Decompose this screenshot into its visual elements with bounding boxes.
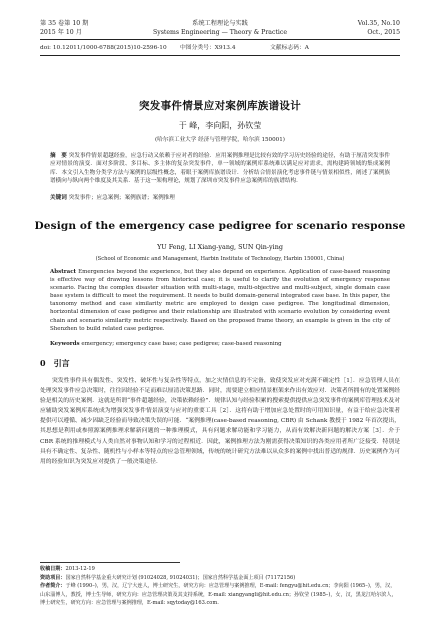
received-date: 2013-12-19 [65,566,95,572]
received-label: 收稿日期： [40,566,66,572]
meta-rule [40,55,400,56]
section-heading-introduction: 0 引言 [40,358,70,368]
fund-label: 资助项目： [40,574,66,581]
affiliation-chinese: (哈尔滨工业大学 经济与管理学院，哈尔滨 150001) [155,137,285,143]
authors-english: YU Feng, LI Xiang-yang, SUN Qin-ying [157,243,283,251]
header-rule [40,39,400,40]
keywords-text-en: emergency; emergency case base; case pedigree; case-based reasoning [81,341,282,347]
abstract-label-en: Abstract [50,269,77,275]
abstract-label-cn: 摘 要 [50,153,67,159]
volume-issue-cn: 第 35 卷第 10 期 [40,20,89,27]
abstract-chinese [50,152,390,185]
journal-name-en: Systems Engineering — Theory & Practice [152,29,288,36]
fund-text: 国家自然科学基金重大研究计划 (91024028, 91024031)；国家自然科学基金面上项目 (71172156) [65,574,296,581]
doi: doi: 10.12011/1000-6788(2015)10-2596-10 [40,45,167,51]
author-bio-label: 作者简介： [40,583,66,590]
keywords-label-cn: 关键词 [50,195,67,201]
date-en: Oct., 2015 [367,29,400,36]
body-paragraph: 突发性事件具有偶发性、突发性、破坏性与复杂性等特点，加之灾情信息的不完备，致使突发应对充满不确定性［1］．应急管理人员在处理突发事件应急决策时，往往因经验不足而难以厘清决策思路．同时，需要建立相应情景框架来作出有效应对．决策者所拥有的处置案例经验是相关的历史案例．这就是所谓“事件超越经验，决策依赖经验”．规律认知与经验积累的搜索提供提供应急突发事件的案例库管理技术及对应辅助突发案例库系统成为增强突发事件情景演变与应对的重要工具［2］．这将有助于增加应急处置时的可用知识量，有益于给应急决策者提供可以遵循、减少因缺乏经验而导致决策失误的可能．“案例推理(case-based reasoning, CBR) 由 Schank 教授于 1982 年首次提出，其思想是利用或参照源案例推理求解新问题的一种推理模式，具有问题求解功能和学习能力，从而有效解决新问题的解决方案［3］．介于 CBR 系统的推理模式与人类自然对事物认知和学习的过程相近．因此，案例推理方法为刚需获得决策知识的各类应用者所广泛接受．特别是具有不确定性、复杂性、随机性与小样本等特点的应急管理领域，传统的统计研究方法难以从众多的案例中找出普适的规律．历史案例作为可用的经验知识为突发应对提供了一般决策途径． [40,378,400,465]
footnote-fund [40,574,400,583]
document-code: 文献标志码：A [270,45,309,51]
footnote-author [40,582,400,608]
keywords-english [50,340,390,348]
keywords-chinese [50,194,390,202]
title-chinese: 突发事件情景应对案例库族谱设计 [139,100,301,112]
journal-name-cn: 系统工程理论与实践 [192,20,248,27]
footnote-received [40,565,400,574]
date-cn: 2015 年 10 月 [40,29,82,36]
title-english: Design of the emergency case pedigree for scenario response [34,220,406,232]
keywords-label-en: Keywords [50,341,80,347]
author-bio-text: 于峰 (1990–)，男，汉，辽宁大连人，博士研究生，研究方向：应急管理与案例推理，E-mail: fengyu@hit.edu.cn；李向阳 (1965–)，男，汉，山东淄博人，教授，博士生导师，研究方向：应急管理决策及其支持系统，E-mail: xiangyangli@hit.edu.cn；孙钦莹 (1985–)，女，汉，黑龙江哈尔滨人，博士研究生，研究方向：应急管理与案例推理，E-mail: sqytoday@163.com. [40,583,397,607]
volume-issue-en: Vol.35, No.10 [357,20,400,27]
abstract-english [50,268,390,333]
abstract-text-en: Emergencies beyond the experience, but they also depend on experience. Application of case-based reasoning is effective way of drawing lessons from historical case; it is useful to clarify the evolution of emergency response scenario. Facing the complex disaster situation with multi-stage, multi-objective and multi-subject, single domain case base system is difficult to meet the requirement. It needs to build domain-general integrated case base. In this paper, the taxonomy method and case similarity metric are employed to design case pedigree. The longitudinal dimension, horizontal dimension of case pedigree and their relationship are illustrated with scenario evolution by considering event chain and scenario similarity metric respectively. Based on the proposed frame theory, an example is given in the city of Shenzhen to build related case pedigree. [50,269,391,332]
affiliation-english: (School of Economic and Management, Harbin Institute of Technology, Harbin 150001, China) [95,256,345,262]
abstract-text-cn: 突发事件情景超越经验，应急行动又依赖于应对者的经验．应用案例推理是比较有效的学习历史经验的途径，有助于厘清突发事件应对情景的演变．面对多阶段、多目标、多主体的复杂突发事件，单一领域的案例库系统难以满足应对需求，需构建跨领域的集成案例库．本文引入生物分类学方法与案例的层级性概念，着眼于案例库族谱设计．分析结合情景演化考虑事件链与情景相似性，阐述了案例族谱横向与纵向两个维度及其关系．基于这一架构理论，规划了深圳市突发事件应急案例库的族谱结构． [50,153,390,184]
footnote-rule [40,562,180,563]
keywords-text-cn: 突发事件；应急案例；案例族谱；案例推理 [68,195,175,201]
authors-chinese: 于 峰，李向阳，孙钦莹 [178,121,262,130]
footnote [40,565,400,608]
clc-number: 中图分类号：X913.4 [180,45,236,51]
